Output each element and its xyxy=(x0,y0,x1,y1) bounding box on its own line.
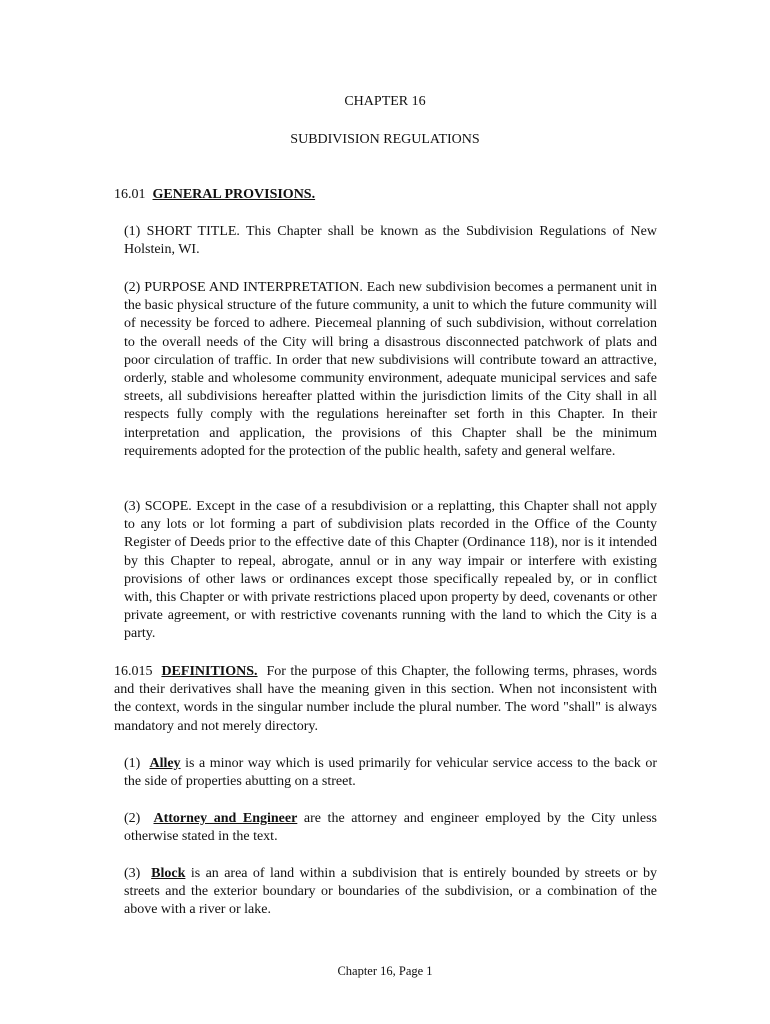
definition-alley xyxy=(124,755,657,791)
chapter-number: CHAPTER 16 xyxy=(344,94,426,109)
section-heading-16-01 xyxy=(114,186,659,204)
definition-number: (2) xyxy=(124,811,141,826)
section-definitions-intro xyxy=(114,663,657,736)
paragraph-purpose: (2) PURPOSE AND INTERPRETATION. Each new subdivision becomes a permanent unit in the basic physical structure of the future community, a unit to which the future community will of necessity be forced to adhere. Piecemeal planning of such subdivision, without correlation to the overall needs of the City will bring a disastrous disconnected patchwork of plats and poor circulation of traffic. In order that new subdivisions will contribute toward an attractive, orderly, stable and wholesome community environment, adequate municipal services and safe streets, all subdivisions hereafter platted within the jurisdiction limits of the City shall in all respects fully comply with the regulations hereinafter set forth in this Chapter. In their interpretation and application, the provisions of this Chapter shall be the minimum requirements adopted for the protection of the public health, safety and general welfare. xyxy=(124,280,657,459)
section-title: DEFINITIONS. xyxy=(161,664,258,679)
paragraph-scope: (3) SCOPE. Except in the case of a resubdivision or a replatting, this Chapter shall not apply to any lots or lot forming a part of subdivision plats recorded in the Office of the County Register of Deeds prior to the effective date of this Chapter (Ordinance 118), nor is it intended by this Chapter to repeal, abrogate, annul or in any way impair or interfere with existing provisions of other laws or ordinances except those specifically repealed by, or in conflict with, this Chapter or with private restrictions placed upon property by deed, covenants or other private agreement, or with restrictive covenants running with the land to which the City is a party. xyxy=(124,499,657,642)
section-number: 16.01 xyxy=(114,187,146,202)
definition-text: are the attorney and engineer employed by the City unless otherwise stated in the text. xyxy=(124,811,657,845)
section-number: 16.015 xyxy=(114,664,153,679)
definition-text: is an area of land within a subdivision that is entirely bounded by streets or by streets and the exterior boundary or boundaries of the subdivision, or a combination of the above with a river or lake. xyxy=(124,866,658,918)
chapter-title: SUBDIVISION REGULATIONS xyxy=(290,132,480,147)
definitions-intro-text: For the purpose of this Chapter, the following terms, phrases, words and their derivatives shall have the meaning given in this section. When not inconsistent with the context, words in the singular number include the plural number. The word "shall" is always mandatory and not merely directory. xyxy=(114,664,658,734)
paragraph-short-title: (1) SHORT TITLE. This Chapter shall be known as the Subdivision Regulations of New Holstein, WI. xyxy=(124,224,657,258)
definition-number: (1) xyxy=(124,756,141,771)
definition-term: Attorney and Engineer xyxy=(153,811,298,826)
definition-block xyxy=(124,865,657,920)
definition-attorney-engineer xyxy=(124,810,657,846)
section-title: GENERAL PROVISIONS. xyxy=(152,187,316,202)
definition-term: Block xyxy=(151,866,186,881)
definition-number: (3) xyxy=(124,866,141,881)
page-footer: Chapter 16, Page 1 xyxy=(337,964,433,978)
definition-text: is a minor way which is used primarily for vehicular service access to the back or the side of properties abutting on a street. xyxy=(124,756,658,790)
definition-term: Alley xyxy=(149,756,181,771)
